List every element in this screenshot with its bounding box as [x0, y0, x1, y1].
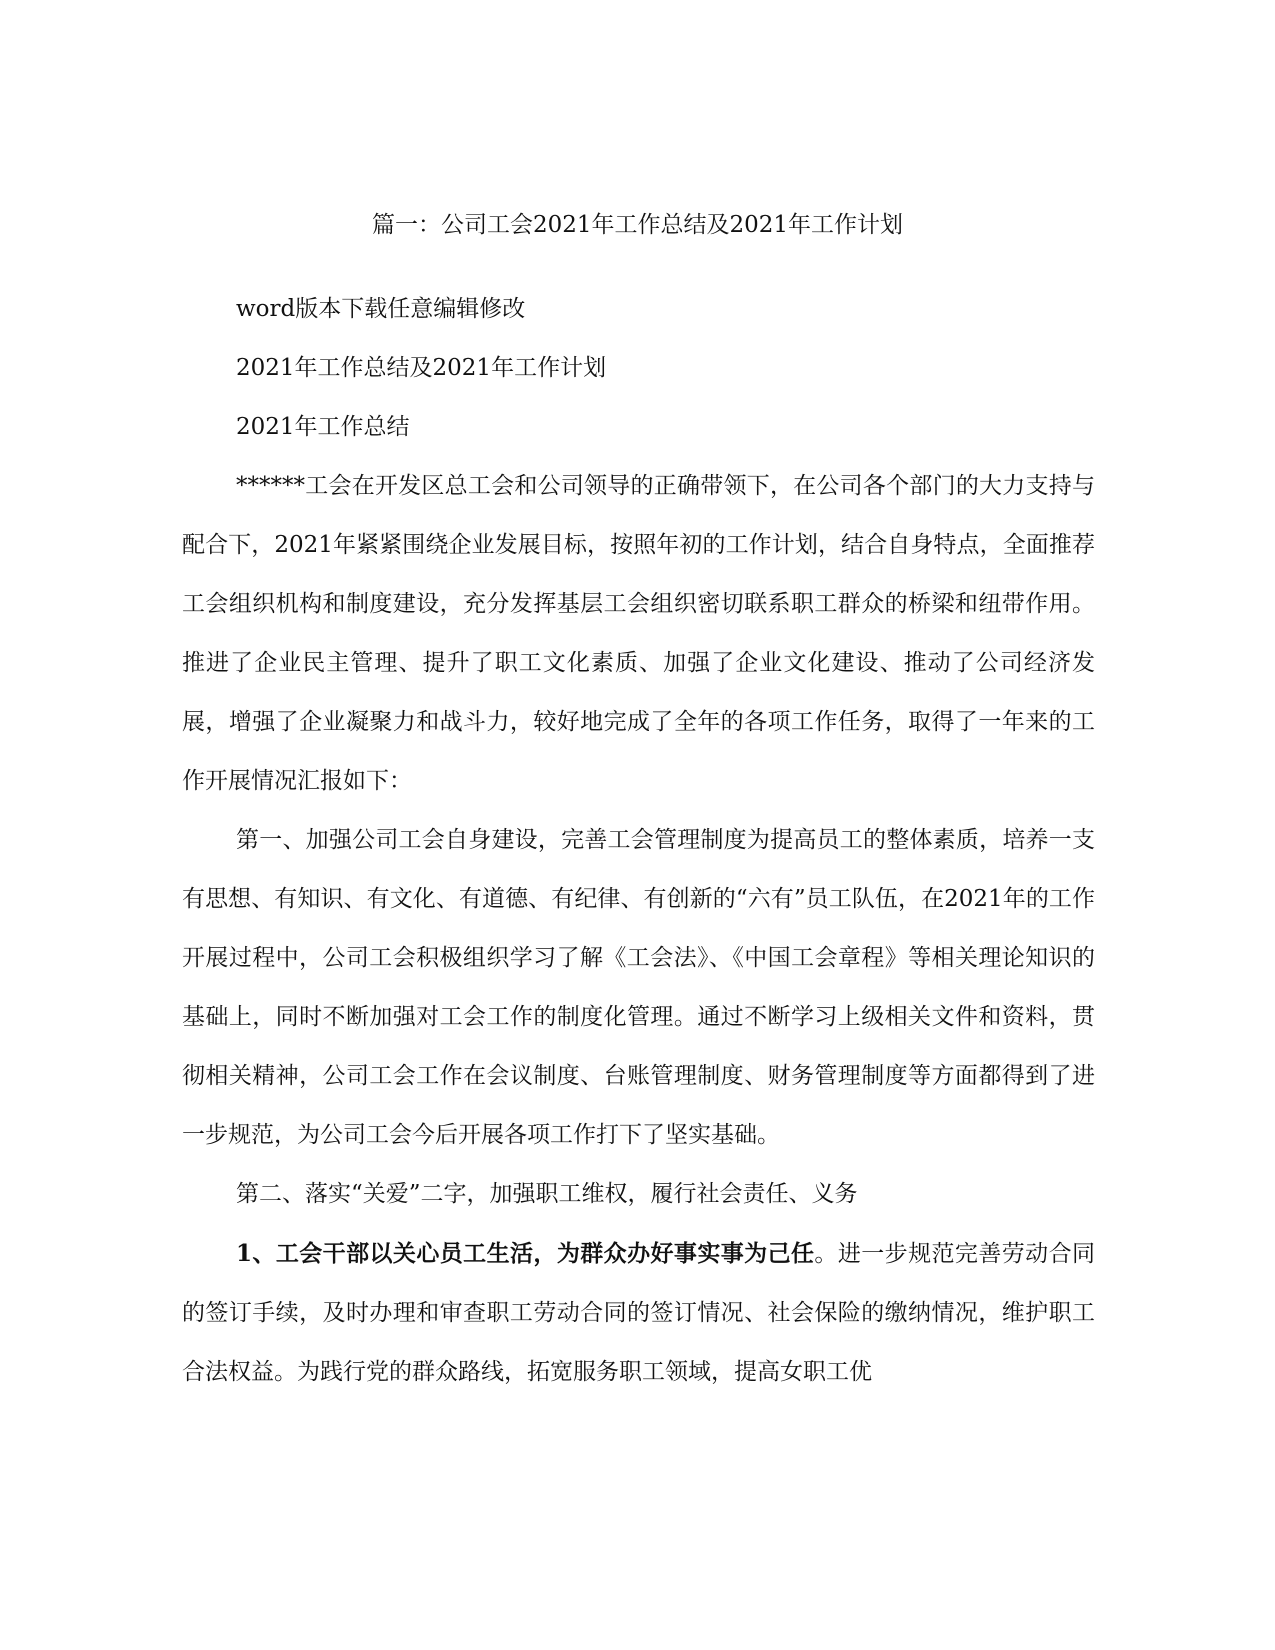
second-point-paragraph: 第二、落实“关爱”二字，加强职工维权，履行社会责任、义务	[236, 1181, 858, 1207]
section-heading: 2021年工作总结	[236, 414, 410, 440]
item-1-paragraph	[182, 1224, 1095, 1402]
item-1-lead: 1、工会干部以关心员工生活，为群众办好事实事为己任	[236, 1240, 815, 1267]
edit-note-line: word版本下载任意编辑修改	[236, 296, 526, 322]
document-title: 篇一：公司工会2021年工作总结及2021年工作计划	[371, 212, 904, 238]
document-body	[182, 280, 1095, 1402]
item-1-text: 。进一步规范完善劳动合同的签订手续，及时办理和审查职工劳动合同的签订情况、社会保险的缴纳情况，维护职工合法权益。为践行党的群众路线，拓宽服务职工领域，提高女职工优	[182, 1241, 1096, 1385]
intro-paragraph: ******工会在开发区总工会和公司领导的正确带领下，在公司各个部门的大力支持与配合下，2021年紧紧围绕企业发展目标，按照年初的工作计划，结合自身特点，全面推荐工会组织机构和制度建设，充分发挥基层工会组织密切联系职工群众的桥梁和纽带作用。推进了企业民主管理、提升了职工文化素质、加强了企业文化建设、推动了公司经济发展，增强了企业凝聚力和战斗力，较好地完成了全年的各项工作任务，取得了一年来的工作开展情况汇报如下：	[182, 473, 1095, 794]
subtitle-line: 2021年工作总结及2021年工作计划	[236, 355, 607, 381]
first-point-paragraph: 第一、加强公司工会自身建设，完善工会管理制度为提高员工的整体素质，培养一支有思想、有知识、有文化、有道德、有纪律、有创新的“六有”员工队伍，在2021年的工作开展过程中，公司工会积极组织学习了解《工会法》、《中国工会章程》等相关理论知识的基础上，同时不断加强对工会工作的制度化管理。通过不断学习上级相关文件和资料，贯彻相关精神，公司工会工作在会议制度、台账管理制度、财务管理制度等方面都得到了进一步规范，为公司工会今后开展各项工作打下了坚实基础。	[182, 827, 1095, 1148]
